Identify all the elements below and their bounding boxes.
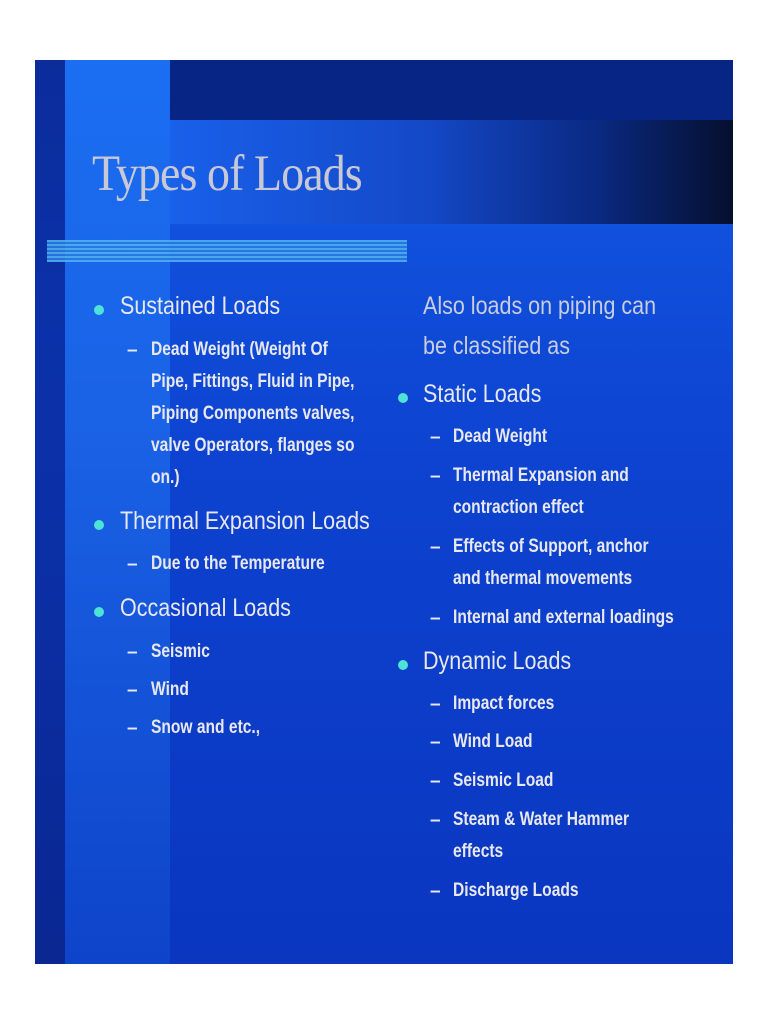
dash-icon: – [127,340,138,361]
list-item: Seismic [151,641,210,662]
decorative-stripe [47,240,407,262]
heading-sustained-loads: Sustained Loads [120,292,281,320]
bullet-icon [94,520,104,530]
dash-icon: – [430,810,441,831]
top-band [170,60,733,120]
list-item: Discharge Loads [453,880,579,901]
list-item: Seismic Load [453,770,554,791]
left-band [35,60,65,964]
list-item: Impact forces [453,693,555,714]
list-item: Internal and external loadings [453,607,674,628]
dash-icon: – [127,554,138,575]
dash-icon: – [430,427,441,448]
bullet-icon [398,393,408,403]
bullet-icon [398,660,408,670]
list-item: Dead Weight (Weight Of [151,339,328,360]
list-item: and thermal movements [453,568,633,589]
list-item: Due to the Temperature [151,553,325,574]
dash-icon: – [430,537,441,558]
dash-icon: – [127,642,138,663]
dash-icon: – [430,732,441,753]
slide-title: Types of Loads [92,146,362,202]
dash-icon: – [430,466,441,487]
heading-thermal-expansion-loads: Thermal Expansion Loads [120,507,370,535]
list-item: Pipe, Fittings, Fluid in Pipe, [151,371,355,392]
dash-icon: – [127,680,138,701]
dash-icon: – [430,771,441,792]
bullet-icon [94,305,104,315]
list-item: valve Operators, flanges so [151,435,355,456]
list-item: on.) [151,467,180,488]
heading-dynamic-loads: Dynamic Loads [423,647,572,675]
list-item: Effects of Support, anchor [453,536,649,557]
bullet-icon [94,607,104,617]
list-item: Dead Weight [453,426,548,447]
slide [35,60,733,964]
list-item: effects [453,841,504,862]
list-item: Steam & Water Hammer [453,809,630,830]
dash-icon: – [127,718,138,739]
dash-icon: – [430,608,441,629]
list-item: Wind [151,679,189,700]
intro-text: be classified as [423,332,571,360]
dash-icon: – [430,694,441,715]
dash-icon: – [430,881,441,902]
heading-static-loads: Static Loads [423,380,542,408]
heading-occasional-loads: Occasional Loads [120,594,291,622]
list-item: Wind Load [453,731,533,752]
list-item: Piping Components valves, [151,403,355,424]
list-item: Snow and etc., [151,717,261,738]
list-item: Thermal Expansion and [453,465,629,486]
list-item: contraction effect [453,497,584,518]
intro-text: Also loads on piping can [423,292,657,320]
